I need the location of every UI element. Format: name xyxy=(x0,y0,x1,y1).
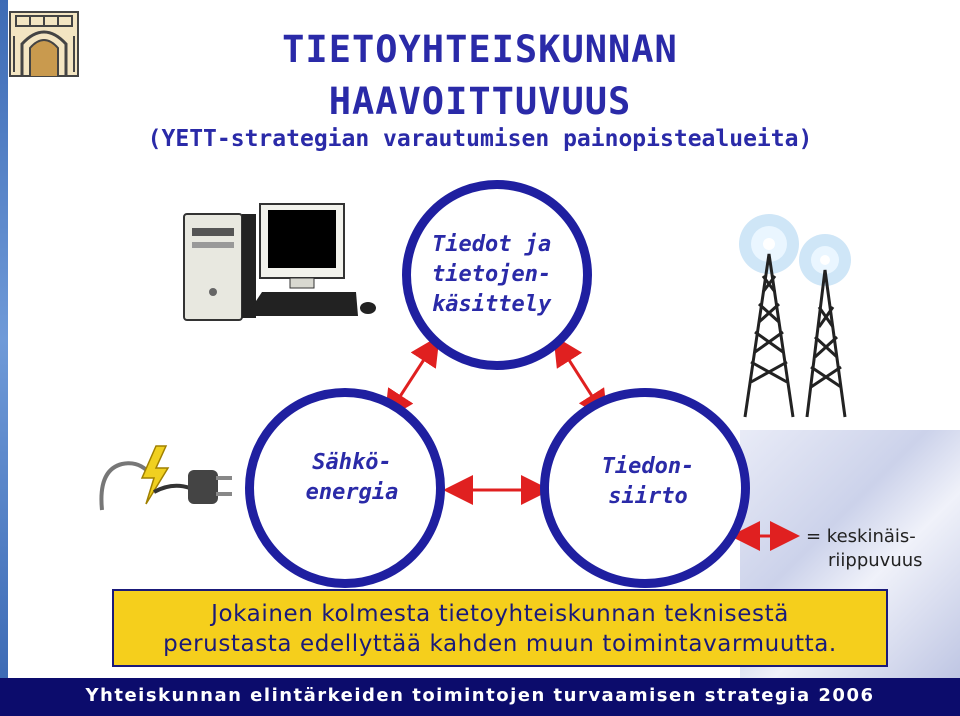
footer-bar xyxy=(0,678,960,716)
node-left-label: Sähkö- energia xyxy=(305,450,399,505)
legend-line-2: riippuvuus xyxy=(828,550,923,571)
subtitle: (YETT-strategian varautumisen painopistealueita) xyxy=(147,126,813,152)
statement-box xyxy=(112,589,888,667)
statement-line-2: perustasta edellyttää kahden muun toimintavarmuutta. xyxy=(163,631,837,657)
title-line-1: TIETOYHTEISKUNNAN xyxy=(282,28,678,71)
statement-line-1: Jokainen kolmesta tietoyhteiskunnan teknisestä xyxy=(211,601,789,627)
legend-label xyxy=(806,525,923,573)
legend-line-1: = keskinäis- xyxy=(806,526,916,547)
title-line-2: HAAVOITTUVUUS xyxy=(328,80,632,123)
node-top-label: Tiedot ja tietojen- käsittely xyxy=(432,232,552,317)
footer-text: Yhteiskunnan elintärkeiden toimintojen turvaamisen strategia 2006 xyxy=(85,685,875,706)
node-right-label: Tiedon- siirto xyxy=(601,454,695,509)
